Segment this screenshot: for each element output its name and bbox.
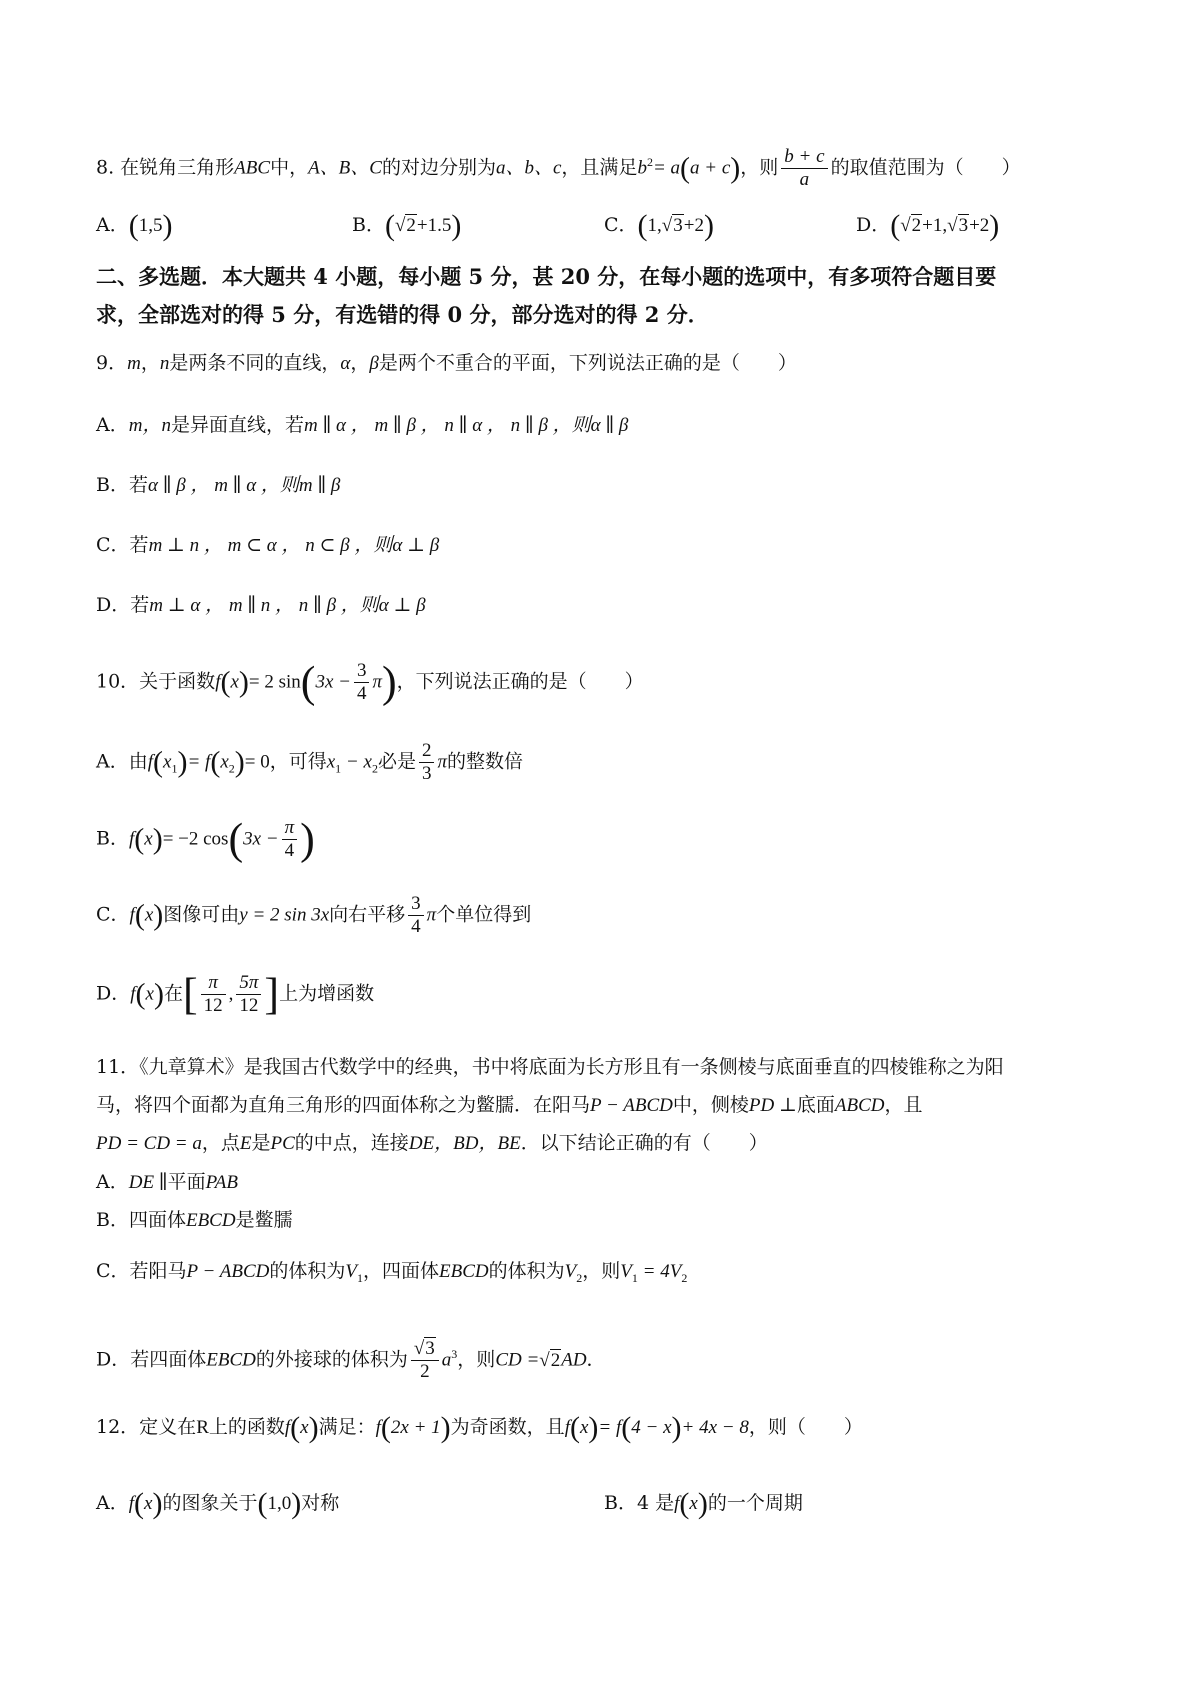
sqrt-2: √2	[900, 215, 922, 236]
q10-option-b: B．f(x)= −2 cos(3x − $\frac{\pi}{4}$ )	[96, 814, 315, 864]
q11-stem-line2: 马，将四个面都为直角三角形的四面体称之为鳖臑．在阳马P − ABCD中，侧棱PD ⊥底面ABCD，且	[96, 1094, 923, 1116]
q10d-fraction-left: $\frac{\pi}{12}$	[201, 972, 226, 1017]
q11-stem-line3: PD = CD = a，点E是PC的中点，连接DE，BD，BE．以下结论正确的有（ ）	[96, 1132, 768, 1154]
q12-option-a: A．f(x)的图象关于(1,0)对称	[96, 1487, 340, 1520]
q8-option-d: D．(√2+1,√3+2)	[856, 209, 1000, 242]
q10-stem: 10．关于函数f(x)= 2 sin(3x − $\frac{3}{4}$ π)，下列说法正确的是（ ）	[96, 657, 644, 707]
q10-option-a: A．由$f(x_1)= f(x_2)= 0$，可得$x_1 - x_2$必是 $\frac{2}{3}$ π的整数倍	[96, 740, 523, 784]
q9-option-b: B．若α ∥ β ， m ∥ α ，则m ∥ β	[96, 474, 341, 496]
q8-option-b: B．(√2+1.5)	[352, 209, 462, 242]
q10d-fraction-right: $\frac{5\pi}{12}$	[236, 972, 261, 1017]
sqrt-3: √3	[661, 215, 683, 236]
q12-stem: 12．定义在R上的函数f(x)满足：f(2x + 1)为奇函数，且f(x)= f(4 − x)+ 4x − 8，则（ ）	[96, 1411, 863, 1444]
sqrt-2: √2	[539, 1349, 561, 1371]
section2-header-line1: 二、多选题．本大题共 4 小题，每小题 5 分，甚 20 分，在每小题的选项中，有多项符合题目要	[96, 264, 997, 289]
q10-option-c: C．f(x)图像可由y = 2 sin 3x向右平移 $\frac{3}{4}$ π个单位得到	[96, 893, 532, 937]
q11-option-d: D．若四面体EBCD的外接球的体积为 $\frac{√3}{2}$ $a^3$，则CD =√2AD．	[96, 1338, 606, 1382]
q9-stem: 9．m，n是两条不同的直线，α，β是两个不重合的平面，下列说法正确的是（ ）	[96, 352, 797, 374]
q11-option-b: B．四面体EBCD是鳖臑	[96, 1209, 293, 1231]
q11-stem-line1: 11．《九章算术》是我国古代数学中的经典，书中将底面为长方形且有一条侧棱与底面垂直的四棱锥称之为阳	[96, 1056, 1004, 1078]
q8-fraction: $\frac{b + c}{a}$	[781, 146, 827, 191]
q11d-fraction: $\frac{√3}{2}$	[411, 1338, 439, 1383]
sqrt-2: √2	[394, 215, 416, 236]
q10a-fraction: $\frac{2}{3}$	[419, 740, 435, 785]
section2-header-line2: 求，全部选对的得 5 分，有选错的得 0 分，部分选对的得 2 分．	[96, 302, 709, 327]
q8-option-c: C．(1,√3+2)	[604, 209, 714, 242]
q8-option-a: A．(1,5)	[96, 209, 173, 242]
q11-option-a: A．DE ∥平面PAB	[96, 1171, 238, 1193]
sqrt-3: √3	[947, 215, 969, 236]
q10b-fraction: $\frac{\pi}{4}$	[282, 817, 298, 862]
q9-option-d: D．若m ⊥ α ， m ∥ n ， n ∥ β ，则α ⊥ β	[96, 594, 426, 616]
q10-option-d: D．f(x)在[ $\frac{\pi}{12}$ , $\frac{5\pi}{12}$ ]上为增函数	[96, 969, 375, 1019]
q9-option-a: A．m，n是异面直线，若m ∥ α ， m ∥ β ， n ∥ α ， n ∥ β ，则α ∥ β	[96, 414, 629, 436]
q12-option-b: B．4 是f(x)的一个周期	[604, 1487, 803, 1520]
q8-stem: 8. 在锐角三角形ABC中，A、B、C的对边分别为a、b、c，且满足$b^2= a(a + c)$，则 $\frac{b + c}{a}$ 的取值范围为（ ）	[96, 146, 1021, 190]
q9-option-c: C．若m ⊥ n ， m ⊂ α ， n ⊂ β ，则α ⊥ β	[96, 534, 440, 556]
q10c-fraction: $\frac{3}{4}$	[408, 893, 424, 938]
q11-option-c: C．若阳马P − ABCD的体积为$V_1$，四面体EBCD的体积为$V_2$，则$V_1 = 4V_2$	[96, 1260, 688, 1285]
q10-fraction: $\frac{3}{4}$	[354, 660, 370, 705]
